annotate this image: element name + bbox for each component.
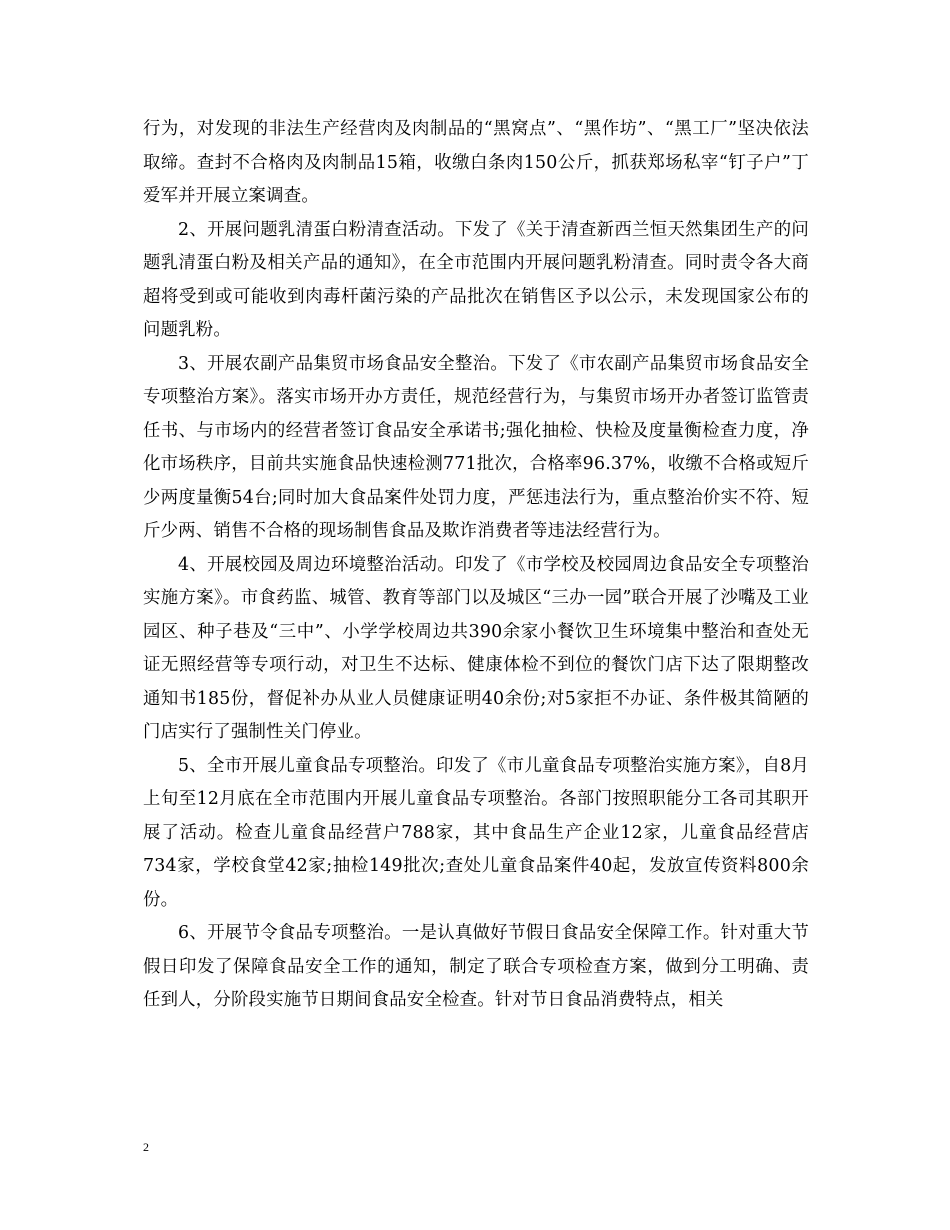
paragraph-4: 4、开展校园及周边环境整治活动。印发了《市学校及校园周边食品安全专项整治实施方案》。市食药监、城管、教育等部门以及城区“三办一园”联合开展了沙嘴及工业园区、种子巷及“三中”、小学学校周边共390余家小餐饮卫生环境集中整治和查处无证无照经营等专项行动，对卫生不达标、健康体检不到位的餐饮门店下达了限期整改通知书185份，督促补办从业人员健康证明40余份;对5家拒不办证、条件极其简陋的门店实行了强制性关门停业。 [143,554,809,742]
document-body [143,113,809,1018]
page-number: 2 [143,1140,149,1154]
paragraph-3: 3、开展农副产品集贸市场食品安全整治。下发了《市农副产品集贸市场食品安全专项整治方案》。落实市场开办方责任，规范经营行为，与集贸市场开办者签订监管责任书、与市场内的经营者签订食品安全承诺书;强化抽检、快检及度量衡检查力度，净化市场秩序，目前共实施食品快速检测771批次，合格率96.37%，收缴不合格或短斤少两度量衡54台;同时加大食品案件处罚力度，严惩违法行为，重点整治价实不符、短斤少两、销售不合格的现场制售食品及欺诈消费者等违法经营行为。 [143,353,809,541]
paragraph-1: 行为，对发现的非法生产经营肉及肉制品的“黑窝点”、“黑作坊”、“黑工厂”坚决依法取缔。查封不合格肉及肉制品15箱，收缴白条肉150公斤，抓获郑场私宰“钉子户”丁爱军并开展立案调查。 [143,119,809,206]
paragraph-2: 2、开展问题乳清蛋白粉清查活动。下发了《关于清查新西兰恒天然集团生产的问题乳清蛋白粉及相关产品的通知》，在全市范围内开展问题乳粉清查。同时责令各大商超将受到或可能收到肉毒杆菌污染的产品批次在销售区予以公示，未发现国家公布的问题乳粉。 [143,219,809,340]
paragraph-5: 5、全市开展儿童食品专项整治。印发了《市儿童食品专项整治实施方案》，自8月上旬至12月底在全市范围内开展儿童食品专项整治。各部门按照职能分工各司其职开展了活动。检查儿童食品经营户788家，其中食品生产企业12家，儿童食品经营店734家，学校食堂42家;抽检149批次;查处儿童食品案件40起，发放宣传资料800余份。 [143,755,809,910]
paragraph-6: 6、开展节令食品专项整治。一是认真做好节假日食品安全保障工作。针对重大节假日印发了保障食品安全工作的通知，制定了联合专项检查方案，做到分工明确、责任到人，分阶段实施节日期间食品安全检查。针对节日食品消费特点，相关 [143,923,809,1010]
